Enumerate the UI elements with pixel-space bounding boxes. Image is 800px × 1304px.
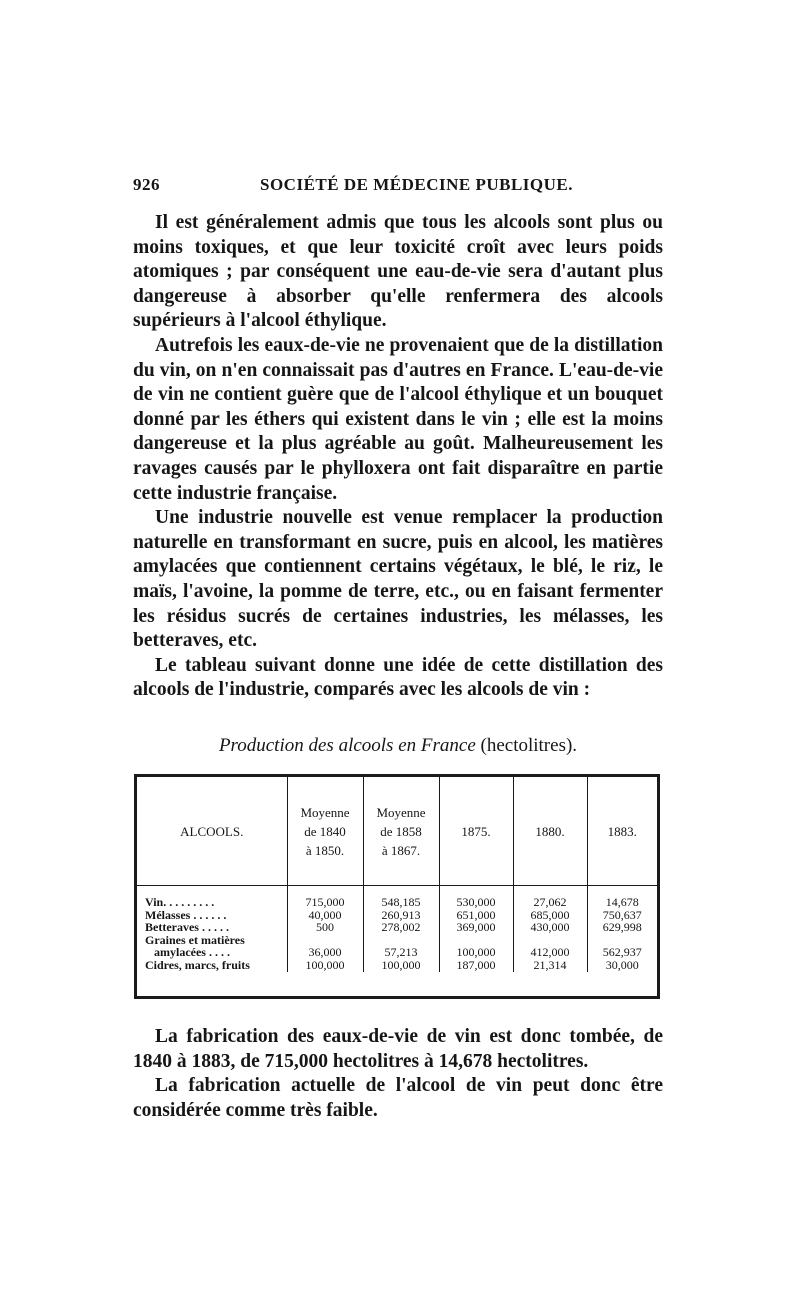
header-line: 1880.: [535, 823, 565, 839]
value-column-3: [439, 886, 513, 972]
column-header-1: [287, 777, 363, 886]
table-caption-title: Production des alcools en France: [218, 735, 476, 756]
body-text-bottom: [133, 1025, 663, 1123]
row-label: Graines et matières: [145, 932, 245, 947]
header-line: ALCOOLS.: [180, 823, 244, 839]
header-line: Moyenne: [376, 804, 426, 820]
column-header-5: [587, 777, 657, 886]
table-cell-value: 260,913: [381, 907, 421, 922]
header-line: à 1850.: [305, 842, 345, 858]
table-cell-value: 548,185: [381, 895, 421, 909]
table-cell-value: 369,000: [456, 920, 496, 935]
table-cell-value: 750,637: [602, 907, 642, 922]
header-line: de 1858: [380, 823, 422, 839]
table-cell-value: 100,000: [456, 945, 496, 960]
paragraph-6: La fabrication actuelle de l'alcool de vin peut donc être considérée comme très faible.: [133, 1075, 663, 1121]
value-column-4: [513, 886, 587, 972]
table-cell-value: 187,000: [456, 957, 496, 972]
table-cell-value: 57,213: [384, 945, 418, 960]
table-cell-value: 651,000: [456, 907, 496, 922]
table-cell-value: 36,000: [308, 945, 342, 960]
table-cell-value: 100,000: [381, 957, 421, 972]
column-header-alcools: [137, 777, 287, 886]
paragraph-5: La fabrication des eaux-de-vie de vin est donc tombée, de 1840 à 1883, de 715,000 hectolitres à 14,678 hectolitres.: [133, 1026, 663, 1072]
paragraph-1: Il est généralement admis que tous les alcools sont plus ou moins toxiques, et que leur toxicité croît avec leurs poids atomiques ; par conséquent une eau-de-vie sera d'autant plus dangereuse à absorber qu'elle renfermera des alcools supérieurs à l'alcool éthylique.: [133, 212, 663, 332]
header-line: 1883.: [607, 823, 637, 839]
table-cell-value: 562,937: [602, 945, 642, 960]
header-line: 1875.: [461, 823, 491, 839]
header-line: Moyenne: [300, 804, 350, 820]
header-line: de 1840: [304, 823, 346, 839]
column-header-3: [439, 777, 513, 886]
column-header-4: [513, 777, 587, 886]
page-number: 926: [133, 175, 160, 194]
table-header-row: [137, 777, 657, 886]
table-cell-value: 430,000: [530, 920, 570, 935]
column-header-2: [363, 777, 439, 886]
row-label: Mélasses . . . . . .: [145, 907, 227, 922]
row-label: Betteraves . . . . .: [145, 920, 229, 935]
row-label: Vin. . . . . . . . .: [145, 895, 215, 909]
paragraph-4: Le tableau suivant donne une idée de cette distillation des alcools de l'industrie, comparés avec les alcools de vin :: [133, 654, 663, 701]
row-labels-cell: [137, 886, 287, 972]
table-cell-value: 100,000: [305, 957, 345, 972]
table-caption: [133, 735, 663, 757]
table-cell-value: 629,998: [602, 920, 642, 935]
value-column-5: [587, 886, 657, 972]
table-cell-value: 715,000: [305, 895, 345, 909]
paragraph-3: Une industrie nouvelle est venue remplacer la production naturelle en transformant en sucre, puis en alcool, les matières amylacées que contiennent certains végétaux, le blé, le riz, le maïs, l'avoine, la pomme de terre, etc., ou en faisant fermenter les résidus sucrés de certaines industries, les mélasses, les betteraves, etc.: [133, 507, 663, 652]
table-body-row: [137, 886, 657, 972]
table-cell-value: 40,000: [308, 907, 342, 922]
value-column-2: [363, 886, 439, 972]
row-label: amylacées . . . .: [145, 945, 230, 960]
table-cell-value: 530,000: [456, 895, 496, 909]
table-cell-value: 685,000: [530, 907, 570, 922]
body-text-top: [133, 211, 663, 703]
table-cell-value: 21,314: [533, 957, 567, 972]
paragraph-2: Autrefois les eaux-de-vie ne provenaient que de la distillation du vin, on n'en connaissait pas d'autres en France. L'eau-de-vie de vin ne contient guère que de l'alcool éthylique et un bouquet donné par les éthers qui existent dans le vin ; elle est la moins dangereuse et la plus agréable au goût. Malheureusement les ravages causés par le phylloxera ont fait disparaître en partie cette industrie française.: [133, 334, 663, 504]
header-line: à 1867.: [381, 842, 421, 858]
table-cell-value: 500: [316, 920, 334, 935]
table-cell-value: 278,002: [381, 920, 421, 935]
value-column-1: [287, 886, 363, 972]
running-head: [133, 175, 663, 199]
table-cell-value: 14,678: [605, 895, 639, 909]
table-caption-unit: (hectolitres).: [480, 735, 578, 756]
production-table-grid: [137, 777, 657, 972]
running-title: SOCIÉTÉ DE MÉDECINE PUBLIQUE.: [260, 175, 574, 194]
production-table: [134, 774, 660, 999]
table-cell-value: 30,000: [605, 957, 639, 972]
row-label: Cidres, marcs, fruits: [145, 957, 250, 972]
table-cell-value: 412,000: [530, 945, 570, 960]
table-cell-value: 27,062: [533, 895, 567, 909]
